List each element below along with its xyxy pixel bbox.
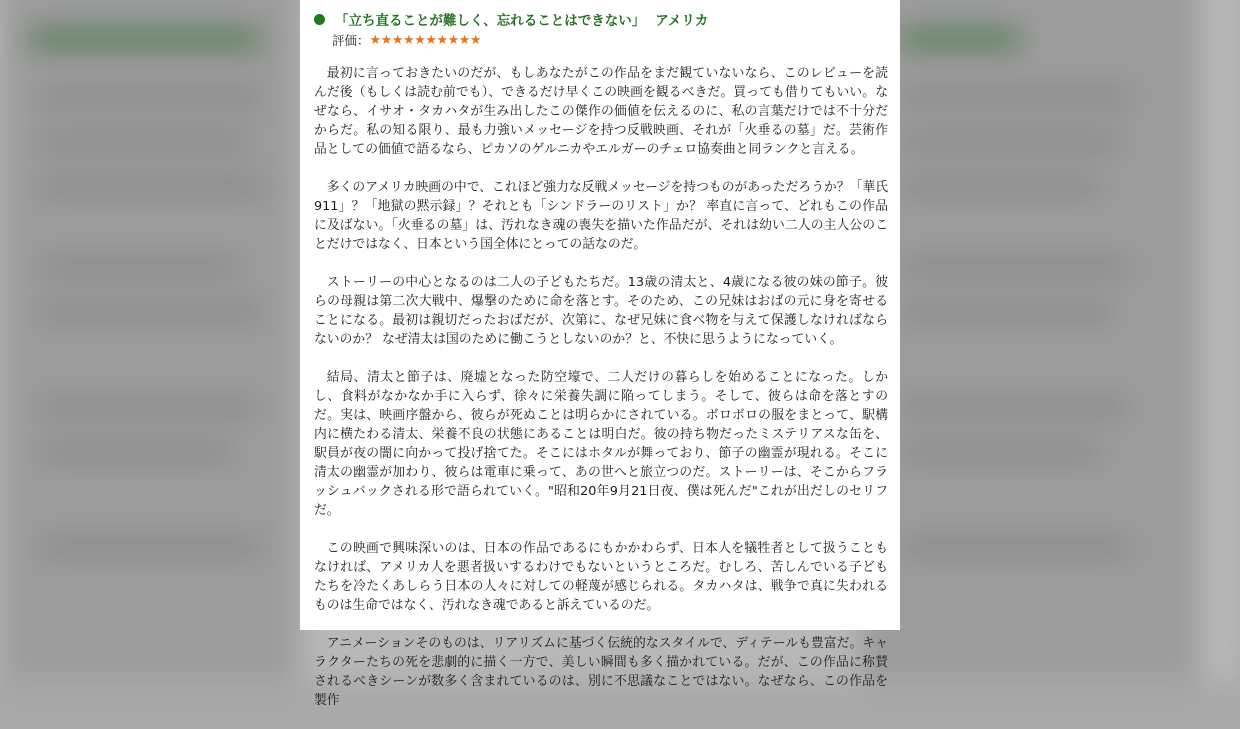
blurred-text-line <box>40 180 265 194</box>
blurred-text-line <box>900 445 1100 459</box>
blurred-text-line <box>900 180 1100 194</box>
blurred-text-line <box>40 260 240 274</box>
blurred-text-line <box>900 305 1110 319</box>
blurred-text-line <box>900 90 1130 104</box>
review-paragraph-5: この映画で興味深いのは、日本の作品であるにもかかわらず、日本人を犠牲者として扱うこともなければ、アメリカ人を悪者扱いするわけでもないというところだ。むしろ、苦しんでいる子どもたちを冷たくあしらう日本の人々に対しての軽蔑が感じられる。タカハタは、戦争で真に失われるものは生命ではなく、汚れなき魂であると訴えているのだ。 <box>314 541 888 613</box>
blurred-text-line <box>900 540 1130 554</box>
blurred-text-line <box>900 400 1125 414</box>
blurred-text-line <box>40 400 255 414</box>
star-rating-icon: ★★★★★★★★★★ <box>369 32 482 48</box>
review-paragraph-2: 多くのアメリカ映画の中で、これほど強力な反戦メッセージを持つものがあっただろうか？「華氏911」？「地獄の黙示録」？それとも「シンドラーのリスト」か？ 率直に言って、どれもこの作品に及ばない。「火垂るの墓」は、汚れなき魂の喪失を描いた作品だが、それは幼い二人の主人公のことだけではなく、日本という国全体にとっての話なのだ。 <box>314 180 888 252</box>
blurred-heading <box>900 30 1020 48</box>
blurred-text-line <box>40 540 260 554</box>
blurred-text-line <box>40 90 260 104</box>
blurred-heading <box>30 30 260 48</box>
blurred-text-line <box>40 445 230 459</box>
review-paragraph-6: アニメーションそのものは、リアリズムに基づく伝統的なスタイルで、ディテールも豊富だ。キャラクターたちの死を悲劇的に描く一方で、美しい瞬間も多く描かれている。だが、この作品に称賛されるべきシーンが数多く含まれているのは、別に不思議なことではない。なぜなら、この作品を製作 <box>314 636 888 708</box>
review-paragraph-4: 結局、清太と節子は、廃墟となった防空壕で、二人だけの暮らしを始めることになった。しかし、食料がなかなか手に入らず、徐々に栄養失調に陥ってしまう。そして、彼らは命を落とすのだ。実は、映画序盤から、彼らが死ぬことは明らかにされている。ボロボロの服をまとって、駅構内に横たわる清太、栄養不良の状態にあることは明白だ。彼の持ち物だったミステリアスな缶を、駅員が夜の闇に向かって投げ捨てた。そこにはホタルが舞っており、節子の幽霊が現れる。そこに清太の幽霊が加わり、彼らは電車に乗って、あの世へと旅立つのだ。ストーリーは、そこからフラッシュバックされる形で語られていく。"昭和20年9月21日夜、僕は死んだ"これが出だしのセリフだ。 <box>314 370 888 518</box>
blurred-text-line <box>900 135 1120 149</box>
reviewer-country: アメリカ <box>655 13 709 29</box>
rating-label: 評価： <box>332 33 370 48</box>
review-paragraph-3: ストーリーの中心となるのは二人の子どもたちだ。13歳の清太と、4歳になる彼の妹の節子。彼らの母親は第二次大戦中、爆撃のために命を落とす。そのため、この兄妹はおばの元に身を寄せることになる。最初は親切だったおばだが、次第に、なぜ兄妹に食べ物を与えて保護しなければならないのか？ なぜ清太は国のために働こうとしないのか？と、不快に思うようになっていく。 <box>314 275 888 347</box>
rating-row <box>332 30 894 50</box>
green-bullet-icon <box>314 14 325 25</box>
blurred-text-line <box>40 305 260 319</box>
review-title: 「立ち直ることが難しく、忘れることはできない」 <box>335 13 646 29</box>
blurred-text-line <box>40 135 250 149</box>
review-sheet <box>300 0 900 708</box>
review-header <box>314 8 894 50</box>
review-body <box>314 64 888 729</box>
blurred-text-line <box>900 260 1130 274</box>
review-paragraph-1: 最初に言っておきたいのだが、もしあなたがこの作品をまだ観ていないなら、このレビューを読んだ後（もしくは読む前でも）、できるだけ早くこの映画を観るべきだ。買っても借りてもいい。なぜなら、イサオ・タカハタが生み出したこの傑作の価値を伝えるのに、私の言葉だけでは不十分だからだ。私の知る限り、最も力強いメッセージを持つ反戦映画、それが「火垂るの墓」だ。芸術作品としての価値で語るなら、ピカソのゲルニカやエルガーのチェロ協奏曲と同ランクと言える。 <box>314 66 888 157</box>
title-row <box>314 8 894 30</box>
